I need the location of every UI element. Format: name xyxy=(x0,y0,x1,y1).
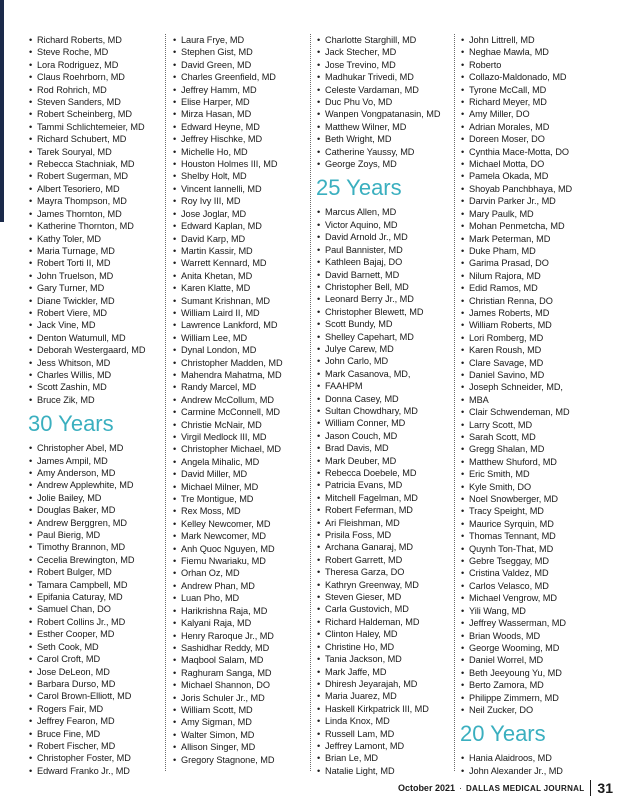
list-item: • Kalyani Raja, MD xyxy=(172,617,322,629)
list-item: • Scott Bundy, MD xyxy=(316,318,466,330)
list-item: • Maria Juarez, MD xyxy=(316,690,466,702)
list-item: • Mark Newcomer, MD xyxy=(172,530,322,542)
list-item: • Michael Shannon, DO xyxy=(172,679,322,691)
list-item: • Yili Wang, MD xyxy=(460,605,610,617)
list-item: • Mirza Hasan, MD xyxy=(172,108,322,120)
list-item: • Sumant Krishnan, MD xyxy=(172,295,322,307)
list-item: • Paul Bannister, MD xyxy=(316,244,466,256)
list-item: • Adrian Morales, MD xyxy=(460,121,610,133)
list-item: • MBA xyxy=(460,394,610,406)
list-item: • George Zoys, MD xyxy=(316,158,466,170)
list-item: • Shelby Holt, MD xyxy=(172,170,322,182)
name-column-3 xyxy=(316,34,466,777)
list-item: • Orhan Oz, MD xyxy=(172,567,322,579)
list-item: • Robert Sugerman, MD xyxy=(28,170,178,182)
list-item: • Jason Couch, MD xyxy=(316,430,466,442)
list-item: • Brian Woods, MD xyxy=(460,630,610,642)
list-item: • Laura Frye, MD xyxy=(172,34,322,46)
list-item: • Andrew Phan, MD xyxy=(172,580,322,592)
list-item: • Robert Bulger, MD xyxy=(28,566,178,578)
list-item: • William Scott, MD xyxy=(172,704,322,716)
list-item: • Tammi Schlichtemeier, MD xyxy=(28,121,178,133)
list-item: • Robert Garrett, MD xyxy=(316,554,466,566)
footer-magazine-name: DALLAS MEDICAL JOURNAL xyxy=(465,783,585,793)
list-item: • Catherine Yaussy, MD xyxy=(316,146,466,158)
footer-date: October 2021 xyxy=(397,783,455,793)
list-item: • Christopher Madden, MD xyxy=(172,357,322,369)
list-item: • Tyrone McCall, MD xyxy=(460,84,610,96)
list-item: • Karen Klatte, MD xyxy=(172,282,322,294)
list-item: • John Carlo, MD xyxy=(316,355,466,367)
name-list xyxy=(28,34,178,406)
list-item: • Houston Holmes III, MD xyxy=(172,158,322,170)
list-item: • Mark Casanova, MD, xyxy=(316,368,466,380)
list-item: • Theresa Garza, DO xyxy=(316,566,466,578)
name-list xyxy=(28,442,178,777)
list-item: • Richard Haldeman, MD xyxy=(316,616,466,628)
list-item: • Michelle Ho, MD xyxy=(172,146,322,158)
list-item: • Carol Brown-Elliott, MD xyxy=(28,690,178,702)
list-item: • Kathleen Bajaj, DO xyxy=(316,256,466,268)
list-item: • Michael Vengrow, MD xyxy=(460,592,610,604)
list-item: • Beth Wright, MD xyxy=(316,133,466,145)
list-item: • Amy Miller, DO xyxy=(460,108,610,120)
list-item: • Gregory Stagnone, MD xyxy=(172,754,322,766)
list-item: • Tre Montigue, MD xyxy=(172,493,322,505)
list-item: • Michael Motta, DO xyxy=(460,158,610,170)
list-item: • Duke Pham, MD xyxy=(460,245,610,257)
list-item: • Neil Zucker, DO xyxy=(460,704,610,716)
list-item: • Edward Franko Jr., MD xyxy=(28,765,178,777)
list-item: • Jeffrey Lamont, MD xyxy=(316,740,466,752)
list-item: • Philippe Zimmern, MD xyxy=(460,692,610,704)
list-item: • David Green, MD xyxy=(172,59,322,71)
list-item: • Jeffrey Hischke, MD xyxy=(172,133,322,145)
list-item: • Beth Jeeyoung Yu, MD xyxy=(460,667,610,679)
list-item: • Christopher Bell, MD xyxy=(316,281,466,293)
name-list xyxy=(172,34,322,766)
list-item: • Christopher Michael, MD xyxy=(172,443,322,455)
list-item: • Russell Lam, MD xyxy=(316,728,466,740)
list-item: • Rod Rohrich, MD xyxy=(28,84,178,96)
name-list xyxy=(460,34,610,716)
list-item: • Gregg Shalan, MD xyxy=(460,443,610,455)
list-item: • Robert Collins Jr., MD xyxy=(28,616,178,628)
list-item: • Kelley Newcomer, MD xyxy=(172,518,322,530)
list-item: • Haskell Kirkpatrick III, MD xyxy=(316,703,466,715)
list-item: • Virgil Medlock III, MD xyxy=(172,431,322,443)
list-item: • Andrew Berggren, MD xyxy=(28,517,178,529)
list-item: • David Barnett, MD xyxy=(316,269,466,281)
section-heading: 25 Years xyxy=(316,175,402,201)
column-divider xyxy=(454,34,455,771)
list-item: • Allison Singer, MD xyxy=(172,741,322,753)
list-item: • Victor Aquino, MD xyxy=(316,219,466,231)
list-item: • Christian Renna, DO xyxy=(460,295,610,307)
list-item: • Anita Khetan, MD xyxy=(172,270,322,282)
list-item: • Edward Heyne, MD xyxy=(172,121,322,133)
list-item: • Christopher Blewett, MD xyxy=(316,306,466,318)
list-item: • Noel Snowberger, MD xyxy=(460,493,610,505)
list-item: • James Roberts, MD xyxy=(460,307,610,319)
list-item: • Eric Smith, MD xyxy=(460,468,610,480)
list-item: • Pamela Okada, MD xyxy=(460,170,610,182)
list-item: • Larry Scott, MD xyxy=(460,419,610,431)
list-item: • Daniel Savino, MD xyxy=(460,369,610,381)
list-item: • Angela Mihalic, MD xyxy=(172,456,322,468)
list-item: • Jess Whitson, MD xyxy=(28,357,178,369)
list-item: • Robert Fischer, MD xyxy=(28,740,178,752)
list-item: • Joris Schuler Jr., MD xyxy=(172,692,322,704)
list-item: • Cristina Valdez, MD xyxy=(460,567,610,579)
list-item: • John Alexander Jr., MD xyxy=(460,765,610,777)
list-item: • Darvin Parker Jr., MD xyxy=(460,195,610,207)
list-item: • Mary Paulk, MD xyxy=(460,208,610,220)
list-item: • Celeste Vardaman, MD xyxy=(316,84,466,96)
list-item: • John Littrell, MD xyxy=(460,34,610,46)
list-item: • Clare Savage, MD xyxy=(460,357,610,369)
list-item: • William Conner, MD xyxy=(316,417,466,429)
list-item: • Kathy Toler, MD xyxy=(28,233,178,245)
list-item: • Patricia Evans, MD xyxy=(316,479,466,491)
list-item: • Christine Ho, MD xyxy=(316,641,466,653)
list-item: • Martin Kassir, MD xyxy=(172,245,322,257)
name-list xyxy=(316,34,466,170)
list-item: • Neghae Mawla, MD xyxy=(460,46,610,58)
list-item: • Charles Willis, MD xyxy=(28,369,178,381)
list-item: • Lora Rodriguez, MD xyxy=(28,59,178,71)
list-item: • William Roberts, MD xyxy=(460,319,610,331)
list-item: • Robert Viere, MD xyxy=(28,307,178,319)
list-item: • Edid Ramos, MD xyxy=(460,282,610,294)
list-item: • Duc Phu Vo, MD xyxy=(316,96,466,108)
list-item: • Vincent Iannelli, MD xyxy=(172,183,322,195)
list-item: • Christopher Foster, MD xyxy=(28,752,178,764)
name-list xyxy=(316,206,466,777)
list-item: • Epifania Caturay, MD xyxy=(28,591,178,603)
list-item: • Carmine McConnell, MD xyxy=(172,406,322,418)
list-item: • Denton Watumull, MD xyxy=(28,332,178,344)
list-item: • Andrew Applewhite, MD xyxy=(28,479,178,491)
list-item: • Dhiresh Jeyarajah, MD xyxy=(316,678,466,690)
list-item: • Maqbool Salam, MD xyxy=(172,654,322,666)
list-item: • Shoyab Panchbhaya, MD xyxy=(460,183,610,195)
list-item: • Clinton Haley, MD xyxy=(316,628,466,640)
list-item: • Henry Raroque Jr., MD xyxy=(172,630,322,642)
list-item: • Doreen Moser, DO xyxy=(460,133,610,145)
list-item: • Jose Joglar, MD xyxy=(172,208,322,220)
list-item: • Maurice Syrquin, MD xyxy=(460,518,610,530)
list-item: • Brad Davis, MD xyxy=(316,442,466,454)
list-item: • Luan Pho, MD xyxy=(172,592,322,604)
list-item: • Carla Gustovich, MD xyxy=(316,603,466,615)
list-item: • Mitchell Fagelman, MD xyxy=(316,492,466,504)
list-item: • Joseph Schneider, MD, xyxy=(460,381,610,393)
list-item: • Cecelia Brewington, MD xyxy=(28,554,178,566)
list-item: • Michael Milner, MD xyxy=(172,481,322,493)
list-item: • Mayra Thompson, MD xyxy=(28,195,178,207)
list-item: • Leonard Berry Jr., MD xyxy=(316,293,466,305)
list-item: • Richard Schubert, MD xyxy=(28,133,178,145)
list-item: • Elise Harper, MD xyxy=(172,96,322,108)
list-item: • Rex Moss, MD xyxy=(172,505,322,517)
list-item: • Rogers Fair, MD xyxy=(28,703,178,715)
list-item: • Albert Tesoriero, MD xyxy=(28,183,178,195)
list-item: • Daniel Worrel, MD xyxy=(460,654,610,666)
list-item: • Stephen Gist, MD xyxy=(172,46,322,58)
list-item: • Jose DeLeon, MD xyxy=(28,666,178,678)
list-item: • Robert Torti II, MD xyxy=(28,257,178,269)
list-item: • Thomas Tennant, MD xyxy=(460,530,610,542)
page-footer xyxy=(398,778,613,798)
list-item: • Robert Feferman, MD xyxy=(316,504,466,516)
list-item: • Tania Jackson, MD xyxy=(316,653,466,665)
list-item: • David Miller, MD xyxy=(172,468,322,480)
list-item: • Douglas Baker, MD xyxy=(28,504,178,516)
list-item: • Rebecca Stachniak, MD xyxy=(28,158,178,170)
list-item: • William Laird II, MD xyxy=(172,307,322,319)
list-item: • Prisila Foss, MD xyxy=(316,529,466,541)
list-item: • Lawrence Lankford, MD xyxy=(172,319,322,331)
column-divider xyxy=(165,34,166,771)
column-divider xyxy=(310,34,311,771)
list-item: • Christie McNair, MD xyxy=(172,419,322,431)
list-item: • Tamara Campbell, MD xyxy=(28,579,178,591)
list-item: • Jack Stecher, MD xyxy=(316,46,466,58)
list-item: • Claus Roehrborn, MD xyxy=(28,71,178,83)
list-item: • Charlotte Starghill, MD xyxy=(316,34,466,46)
list-item: • Nilum Rajora, MD xyxy=(460,270,610,282)
list-item: • Mark Jaffe, MD xyxy=(316,666,466,678)
name-column-2 xyxy=(172,34,322,766)
list-item: • Raghuram Sanga, MD xyxy=(172,667,322,679)
list-item: • FAAHPM xyxy=(316,380,466,392)
list-item: • Dynal London, MD xyxy=(172,344,322,356)
list-item: • Tarek Souryal, MD xyxy=(28,146,178,158)
list-item: • Amy Sigman, MD xyxy=(172,716,322,728)
footer-separator: · xyxy=(458,783,462,793)
list-item: • Steven Sanders, MD xyxy=(28,96,178,108)
page-edge-bar xyxy=(0,0,4,222)
name-column-4 xyxy=(460,34,610,777)
list-item: • Kathryn Greenway, MD xyxy=(316,579,466,591)
list-item: • George Wooming, MD xyxy=(460,642,610,654)
list-item: • Steve Roche, MD xyxy=(28,46,178,58)
list-item: • Seth Cook, MD xyxy=(28,641,178,653)
list-item: • Bruce Fine, MD xyxy=(28,728,178,740)
list-item: • Ari Fleishman, MD xyxy=(316,517,466,529)
list-item: • Fiemu Nwariaku, MD xyxy=(172,555,322,567)
list-item: • Jeffrey Wasserman, MD xyxy=(460,617,610,629)
list-item: • Esther Cooper, MD xyxy=(28,628,178,640)
section-heading: 20 Years xyxy=(460,721,546,747)
list-item: • Collazo-Maldonado, MD xyxy=(460,71,610,83)
list-item: • Andrew McCollum, MD xyxy=(172,394,322,406)
list-item: • Jolie Bailey, MD xyxy=(28,492,178,504)
list-item: • Walter Simon, MD xyxy=(172,729,322,741)
list-item: • Katherine Thornton, MD xyxy=(28,220,178,232)
list-item: • Carol Croft, MD xyxy=(28,653,178,665)
list-item: • Edward Kaplan, MD xyxy=(172,220,322,232)
list-item: • Mohan Penmetcha, MD xyxy=(460,220,610,232)
list-item: • Scott Zashin, MD xyxy=(28,381,178,393)
list-item: • Gary Turner, MD xyxy=(28,282,178,294)
list-item: • Clair Schwendeman, MD xyxy=(460,406,610,418)
list-item: • Paul Bierig, MD xyxy=(28,529,178,541)
list-item: • Anh Quoc Nguyen, MD xyxy=(172,543,322,555)
list-item: • Deborah Westergaard, MD xyxy=(28,344,178,356)
list-item: • Sarah Scott, MD xyxy=(460,431,610,443)
list-item: • Rebecca Doebele, MD xyxy=(316,467,466,479)
list-item: • Warrett Kennard, MD xyxy=(172,257,322,269)
list-item: • Robert Scheinberg, MD xyxy=(28,108,178,120)
list-item: • Cynthia Mace-Motta, DO xyxy=(460,146,610,158)
list-item: • Gebre Tseggay, MD xyxy=(460,555,610,567)
list-item: • Mark Peterman, MD xyxy=(460,233,610,245)
list-item: • Jack Vine, MD xyxy=(28,319,178,331)
list-item: • Matthew Wilner, MD xyxy=(316,121,466,133)
list-item: • Richard Meyer, MD xyxy=(460,96,610,108)
list-item: • James Thornton, MD xyxy=(28,208,178,220)
list-item: • Archana Ganaraj, MD xyxy=(316,541,466,553)
list-item: • Sultan Chowdhary, MD xyxy=(316,405,466,417)
list-item: • Harikrishna Raja, MD xyxy=(172,605,322,617)
list-item: • Bruce Zik, MD xyxy=(28,394,178,406)
list-item: • Mahendra Mahatma, MD xyxy=(172,369,322,381)
list-item: • Marcus Allen, MD xyxy=(316,206,466,218)
list-item: • Amy Anderson, MD xyxy=(28,467,178,479)
list-item: • Diane Twickler, MD xyxy=(28,295,178,307)
list-item: • Linda Knox, MD xyxy=(316,715,466,727)
list-item: • Karen Roush, MD xyxy=(460,344,610,356)
list-item: • Mark Deuber, MD xyxy=(316,455,466,467)
list-item: • Matthew Shuford, MD xyxy=(460,456,610,468)
page-number: 31 xyxy=(597,780,613,796)
list-item: • John Truelson, MD xyxy=(28,270,178,282)
list-item: • Steven Gieser, MD xyxy=(316,591,466,603)
list-item: • Kyle Smith, DO xyxy=(460,481,610,493)
list-item: • Hania Alaidroos, MD xyxy=(460,752,610,764)
list-item: • Samuel Chan, DO xyxy=(28,603,178,615)
section-heading: 30 Years xyxy=(28,411,114,437)
list-item: • Roy Ivy III, MD xyxy=(172,195,322,207)
list-item: • James Ampil, MD xyxy=(28,455,178,467)
list-item: • Berto Zamora, MD xyxy=(460,679,610,691)
list-item: • Roberto xyxy=(460,59,610,71)
list-item: • William Lee, MD xyxy=(172,332,322,344)
list-item: • Randy Marcel, MD xyxy=(172,381,322,393)
list-item: • Barbara Durso, MD xyxy=(28,678,178,690)
list-item: • Richard Roberts, MD xyxy=(28,34,178,46)
name-column-1 xyxy=(28,34,178,777)
list-item: • David Karp, MD xyxy=(172,233,322,245)
list-item: • Charles Greenfield, MD xyxy=(172,71,322,83)
list-item: • Jeffrey Hamm, MD xyxy=(172,84,322,96)
list-item: • Shelley Capehart, MD xyxy=(316,331,466,343)
list-item: • Lori Romberg, MD xyxy=(460,332,610,344)
list-item: • Julye Carew, MD xyxy=(316,343,466,355)
footer-divider xyxy=(590,780,591,796)
list-item: • David Arnold Jr., MD xyxy=(316,231,466,243)
name-list xyxy=(460,752,610,777)
list-item: • Maria Turnage, MD xyxy=(28,245,178,257)
list-item: • Tracy Speight, MD xyxy=(460,505,610,517)
list-item: • Jeffrey Fearon, MD xyxy=(28,715,178,727)
list-item: • Christopher Abel, MD xyxy=(28,442,178,454)
list-item: • Wanpen Vongpatanasin, MD xyxy=(316,108,466,120)
list-item: • Timothy Brannon, MD xyxy=(28,541,178,553)
list-item: • Garima Prasad, DO xyxy=(460,257,610,269)
list-item: • Brian Le, MD xyxy=(316,752,466,764)
list-item: • Quynh Ton-That, MD xyxy=(460,543,610,555)
list-item: • Jose Trevino, MD xyxy=(316,59,466,71)
list-item: • Madhukar Trivedi, MD xyxy=(316,71,466,83)
list-item: • Donna Casey, MD xyxy=(316,393,466,405)
list-item: • Sashidhar Reddy, MD xyxy=(172,642,322,654)
list-item: • Carlos Velasco, MD xyxy=(460,580,610,592)
list-item: • Natalie Light, MD xyxy=(316,765,466,777)
